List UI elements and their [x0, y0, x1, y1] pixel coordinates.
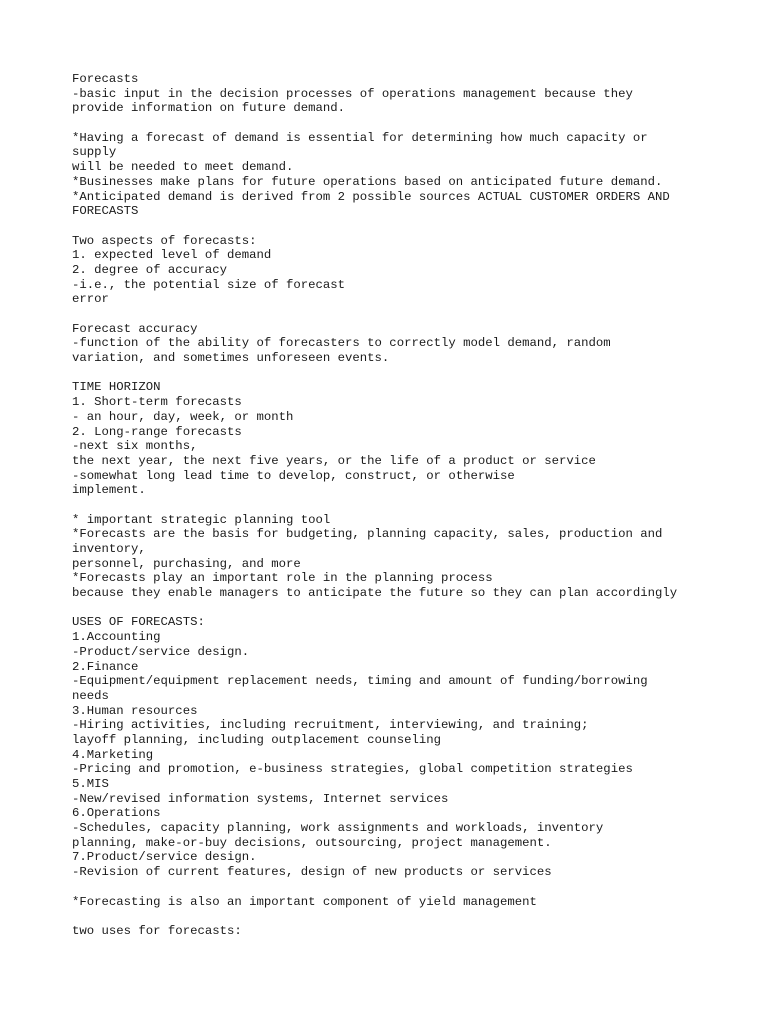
- text-line: implement.: [72, 483, 146, 498]
- text-line: layoff planning, including outplacement counseling: [72, 732, 441, 747]
- document-page: [72, 72, 712, 939]
- text-line: error: [72, 292, 109, 307]
- text-line: 3.Human resources: [72, 703, 198, 718]
- text-line: variation, and sometimes unforeseen events.: [72, 351, 390, 366]
- text-line: needs: [72, 688, 109, 703]
- paragraph: [72, 924, 712, 939]
- text-line: because they enable managers to anticipate the future so they can plan accordingly: [72, 586, 678, 601]
- text-line: 7.Product/service design.: [72, 850, 257, 865]
- text-line: 1.Accounting: [72, 630, 161, 645]
- text-line: 1. expected level of demand: [72, 248, 272, 263]
- text-line: two uses for forecasts:: [72, 923, 242, 938]
- text-line: -Hiring activities, including recruitment, interviewing, and training;: [72, 718, 589, 733]
- text-line: 5.MIS: [72, 777, 109, 791]
- text-line: -Equipment/equipment replacement needs, timing and amount of funding/borrowing: [72, 674, 648, 689]
- paragraph: [72, 234, 712, 307]
- text-line: Forecast accuracy: [72, 321, 198, 336]
- text-line: * important strategic planning tool: [72, 512, 331, 527]
- text-line: will be needed to meet demand.: [72, 160, 294, 175]
- text-line: 2. Long-range forecasts: [72, 424, 242, 439]
- text-line: FORECASTS: [72, 204, 139, 219]
- paragraph: [72, 322, 712, 366]
- text-line: *Forecasts play an important role in the planning process: [72, 571, 493, 586]
- text-line: -Revision of current features, design of new products or services: [72, 865, 552, 880]
- text-line: *Forecasting is also an important component of yield management: [72, 894, 537, 909]
- text-line: the next year, the next five years, or the life of a product or service: [72, 453, 596, 468]
- paragraph-spacer: [72, 307, 712, 322]
- paragraph: [72, 131, 712, 219]
- paragraph: [72, 513, 712, 601]
- text-line: -somewhat long lead time to develop, construct, or otherwise: [72, 468, 515, 483]
- paragraph: [72, 895, 712, 910]
- paragraph: [72, 615, 712, 879]
- text-line: -i.e., the potential size of forecast: [72, 277, 346, 292]
- paragraph-spacer: [72, 366, 712, 381]
- text-line: -basic input in the decision processes of operations management because they: [72, 86, 633, 101]
- text-line: Two aspects of forecasts:: [72, 233, 257, 248]
- text-line: *Anticipated demand is derived from 2 possible sources ACTUAL CUSTOMER ORDERS AND: [72, 189, 670, 204]
- paragraph-spacer: [72, 219, 712, 234]
- paragraph-spacer: [72, 601, 712, 616]
- text-line: 1. Short-term forecasts: [72, 395, 242, 410]
- paragraph-spacer: [72, 909, 712, 924]
- text-line: provide information on future demand.: [72, 101, 346, 116]
- text-line: -Pricing and promotion, e-business strategies, global competition strategies: [72, 762, 633, 777]
- text-line: USES OF FORECASTS:: [72, 615, 205, 630]
- text-line: 4.Marketing: [72, 747, 154, 762]
- text-line: -Schedules, capacity planning, work assignments and workloads, inventory: [72, 821, 604, 836]
- text-line: -function of the ability of forecasters to correctly model demand, random: [72, 336, 611, 351]
- text-line: 2. degree of accuracy: [72, 262, 227, 277]
- text-line: -next six months,: [72, 439, 198, 454]
- paragraph: [72, 380, 712, 498]
- text-line: *Forecasts are the basis for budgeting, planning capacity, sales, production and: [72, 527, 663, 542]
- text-line: planning, make-or-buy decisions, outsourcing, project management.: [72, 835, 552, 850]
- text-line: -New/revised information systems, Internet services: [72, 791, 449, 806]
- text-line: Forecasts: [72, 72, 139, 86]
- text-line: *Having a forecast of demand is essential for determining how much capacity or: [72, 130, 648, 145]
- text-line: -Product/service design.: [72, 644, 250, 659]
- text-line: *Businesses make plans for future operations based on anticipated future demand.: [72, 174, 663, 189]
- text-line: TIME HORIZON: [72, 380, 161, 395]
- paragraph-spacer: [72, 498, 712, 513]
- text-line: personnel, purchasing, and more: [72, 556, 301, 571]
- text-line: inventory,: [72, 542, 146, 556]
- paragraph-spacer: [72, 116, 712, 131]
- paragraph-spacer: [72, 880, 712, 895]
- text-line: 2.Finance: [72, 659, 139, 674]
- text-line: - an hour, day, week, or month: [72, 409, 294, 424]
- text-line: 6.Operations: [72, 806, 161, 821]
- text-line: supply: [72, 145, 117, 160]
- paragraph: [72, 72, 712, 116]
